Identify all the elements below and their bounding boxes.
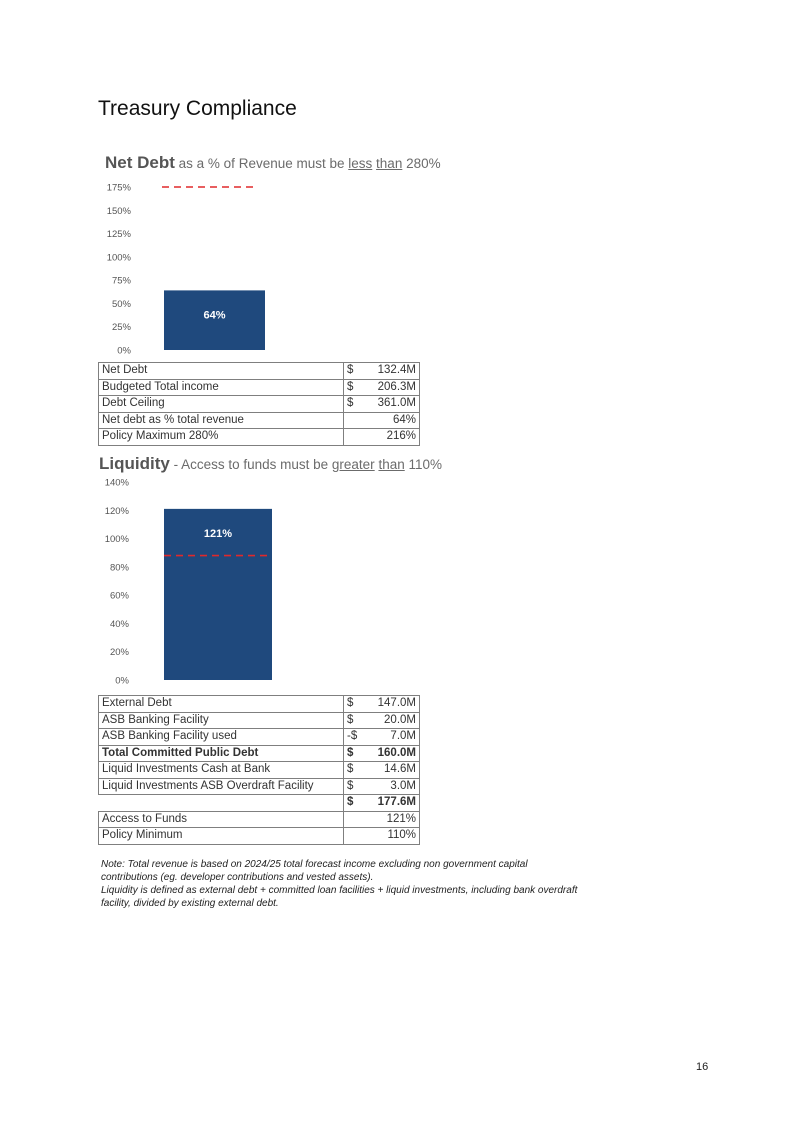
row-currency: $ bbox=[344, 363, 362, 380]
bar-data-label: 64% bbox=[203, 309, 226, 322]
row-label: Policy Minimum bbox=[99, 828, 344, 845]
y-tick-label: 50% bbox=[111, 298, 131, 310]
y-tick-label: 140% bbox=[104, 477, 129, 489]
table-row bbox=[99, 396, 420, 413]
table-row bbox=[99, 696, 420, 713]
footnote-line: Note: Total revenue is based on 2024/25 total forecast income excluding non government capital contributions (eg. developer contributions and vested assets). bbox=[101, 859, 528, 883]
net-debt-heading-lead: Net Debt bbox=[105, 153, 175, 172]
row-currency: $ bbox=[344, 712, 362, 729]
table-row bbox=[99, 745, 420, 762]
row-value: 3.0M bbox=[361, 778, 420, 795]
row-currency: $ bbox=[344, 795, 362, 812]
liquidity-table bbox=[98, 695, 420, 845]
row-label: Net debt as % total revenue bbox=[99, 412, 344, 429]
row-value: 160.0M bbox=[361, 745, 420, 762]
row-value: 361.0M bbox=[361, 396, 420, 413]
table-row bbox=[99, 828, 420, 845]
row-label: Policy Maximum 280% bbox=[99, 429, 344, 446]
table-row bbox=[99, 778, 420, 795]
row-value: 132.4M bbox=[361, 363, 420, 380]
net-debt-heading-underlined: less bbox=[348, 156, 373, 171]
table-row bbox=[99, 429, 420, 446]
footnote bbox=[101, 858, 581, 910]
liquidity-heading bbox=[99, 454, 442, 474]
row-value: 177.6M bbox=[361, 795, 420, 812]
table-row bbox=[99, 379, 420, 396]
row-currency: -$ bbox=[344, 729, 362, 746]
table-row bbox=[99, 412, 420, 429]
net-debt-table bbox=[98, 362, 420, 446]
row-value: 147.0M bbox=[361, 696, 420, 713]
row-label: ASB Banking Facility bbox=[99, 712, 344, 729]
liquidity-heading-underlined: than bbox=[378, 457, 405, 472]
page-number: 16 bbox=[696, 1061, 709, 1073]
row-currency: $ bbox=[344, 745, 362, 762]
row-label: Liquid Investments ASB Overdraft Facility bbox=[99, 778, 344, 795]
row-label: Debt Ceiling bbox=[99, 396, 344, 413]
row-value: 64% bbox=[344, 412, 420, 429]
row-label: Budgeted Total income bbox=[99, 379, 344, 396]
row-value: 20.0M bbox=[361, 712, 420, 729]
row-currency: $ bbox=[344, 696, 362, 713]
row-value: 216% bbox=[344, 429, 420, 446]
row-currency: $ bbox=[344, 778, 362, 795]
y-tick-label: 175% bbox=[106, 182, 131, 194]
net-debt-heading-text: as a % of Revenue must be bbox=[174, 156, 349, 171]
row-label: ASB Banking Facility used bbox=[99, 729, 344, 746]
y-tick-label: 25% bbox=[111, 322, 131, 334]
y-tick-label: 100% bbox=[106, 252, 131, 264]
liquidity-chart bbox=[95, 474, 395, 689]
page-title: Treasury Compliance bbox=[98, 97, 297, 120]
row-label: External Debt bbox=[99, 696, 344, 713]
y-tick-label: 100% bbox=[104, 534, 129, 546]
row-value: 206.3M bbox=[361, 379, 420, 396]
y-tick-label: 0% bbox=[115, 675, 129, 687]
table-row bbox=[99, 795, 420, 812]
liquidity-heading-text: - Access to funds must be bbox=[169, 457, 332, 472]
y-tick-label: 125% bbox=[106, 229, 131, 241]
row-value: 110% bbox=[344, 828, 420, 845]
net-debt-heading bbox=[105, 153, 441, 173]
liquidity-heading-underlined: greater bbox=[331, 457, 375, 472]
row-currency: $ bbox=[344, 762, 362, 779]
liquidity-heading-lead: Liquidity bbox=[99, 454, 170, 473]
row-label: Total Committed Public Debt bbox=[99, 745, 344, 762]
net-debt-chart bbox=[95, 178, 395, 358]
net-debt-heading-text: 280% bbox=[402, 156, 441, 171]
table-row bbox=[99, 762, 420, 779]
row-value: 14.6M bbox=[361, 762, 420, 779]
table-row bbox=[99, 363, 420, 380]
row-label: Net Debt bbox=[99, 363, 344, 380]
row-value: 7.0M bbox=[361, 729, 420, 746]
table-row bbox=[99, 729, 420, 746]
bar-data-label: 121% bbox=[203, 527, 233, 540]
table-row bbox=[99, 811, 420, 828]
row-value: 121% bbox=[344, 811, 420, 828]
y-tick-label: 120% bbox=[104, 505, 129, 517]
net-debt-heading-underlined: than bbox=[376, 156, 403, 171]
row-currency: $ bbox=[344, 379, 362, 396]
table-row bbox=[99, 712, 420, 729]
footnote-line: Liquidity is defined as external debt + committed loan facilities + liquid investments, including bank overdraft facility, divided by existing external debt. bbox=[101, 885, 578, 909]
row-label bbox=[99, 795, 344, 812]
y-tick-label: 60% bbox=[109, 590, 129, 602]
y-tick-label: 40% bbox=[109, 618, 129, 630]
y-tick-label: 150% bbox=[106, 205, 131, 217]
y-tick-label: 80% bbox=[109, 562, 129, 574]
row-label: Liquid Investments Cash at Bank bbox=[99, 762, 344, 779]
y-tick-label: 0% bbox=[117, 345, 131, 357]
row-currency: $ bbox=[344, 396, 362, 413]
y-tick-label: 75% bbox=[111, 275, 131, 287]
liquidity-heading-text: 110% bbox=[404, 457, 443, 472]
row-label: Access to Funds bbox=[99, 811, 344, 828]
y-tick-label: 20% bbox=[109, 647, 129, 659]
